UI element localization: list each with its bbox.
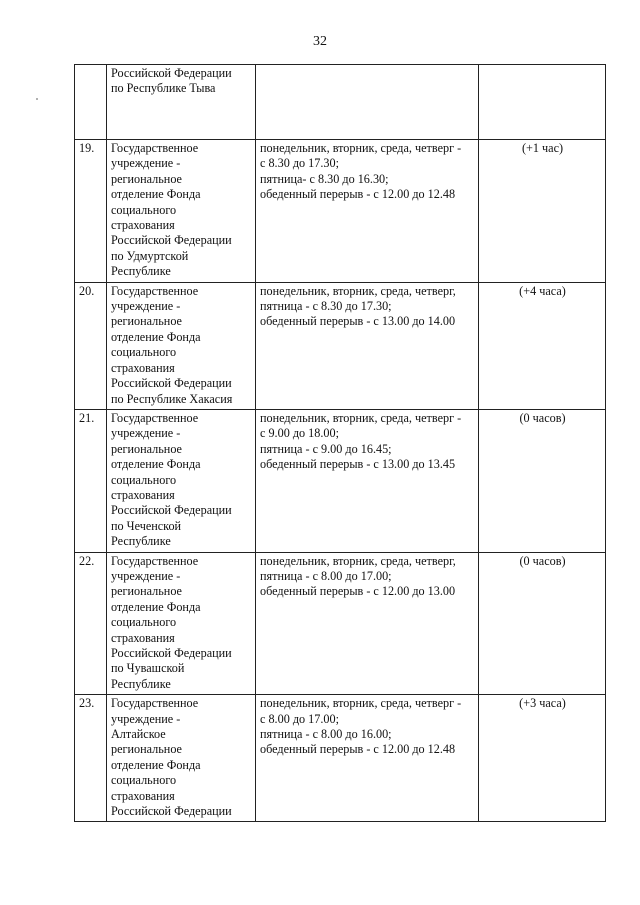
table-row — [75, 282, 606, 409]
organization-line: Государственное — [111, 696, 199, 711]
organization-line: Государственное — [111, 141, 199, 155]
row-number — [75, 65, 107, 140]
organization-line: Российской Федерации — [111, 503, 232, 518]
organization-line: отделение Фонда — [111, 599, 201, 614]
organization-line: Республике — [111, 264, 171, 279]
organization-line: учреждение - — [111, 156, 181, 171]
hours-line: обеденный перерыв - с 12.00 до 13.00 — [260, 584, 456, 599]
organization-line: отделение Фонда — [111, 457, 201, 472]
row-number-text: 21. — [79, 410, 95, 425]
working-hours-cell — [256, 409, 479, 552]
hours-line: обеденный перерыв - с 13.00 до 13.45 — [260, 457, 456, 472]
organization-line: социального — [111, 615, 177, 630]
time-offset: (0 часов) — [519, 410, 566, 425]
organization-line: по Чеченской — [111, 518, 182, 533]
organization-line: региональное — [111, 314, 182, 329]
working-hours-cell — [256, 65, 479, 140]
organization-line: Республике — [111, 534, 171, 549]
organization-cell — [107, 65, 256, 140]
organization-cell — [107, 140, 256, 283]
organization-line: региональное — [111, 584, 182, 599]
hours-line: понедельник, вторник, среда, четверг - — [260, 696, 462, 711]
time-offset: (+4 часа) — [519, 283, 566, 298]
hours-line: обеденный перерыв - с 12.00 до 12.48 — [260, 742, 456, 757]
organization-cell — [107, 552, 256, 695]
row-number — [75, 695, 107, 822]
hours-line: пятница - с 9.00 до 16.45; — [260, 441, 392, 456]
organization-line: страхования — [111, 630, 175, 645]
row-number-text: 20. — [79, 283, 95, 298]
organization-cell — [107, 695, 256, 822]
organization-line: по Республике Хакасия — [111, 391, 233, 406]
organization-line: по Чувашской — [111, 661, 185, 676]
working-hours-cell — [256, 552, 479, 695]
organization-line: страхования — [111, 487, 175, 502]
working-hours-cell — [256, 140, 479, 283]
row-number-text: 23. — [79, 696, 95, 711]
hours-line: с 8.30 до 17.30; — [260, 156, 339, 171]
organization-line: социального — [111, 202, 177, 217]
table-row — [75, 409, 606, 552]
organization-line: учреждение - — [111, 299, 181, 314]
hours-line: с 9.00 до 18.00; — [260, 426, 339, 441]
organization-cell — [107, 282, 256, 409]
hours-line: пятница- с 8.30 до 16.30; — [260, 171, 389, 186]
organization-line: социального — [111, 773, 177, 788]
row-number — [75, 140, 107, 283]
table-row — [75, 695, 606, 822]
hours-line: пятница - с 8.00 до 16.00; — [260, 727, 392, 742]
hours-line: обеденный перерыв - с 12.00 до 12.48 — [260, 187, 456, 202]
organization-line: страхования — [111, 218, 175, 233]
scan-speck — [36, 98, 38, 100]
organization-line: Республике — [111, 676, 171, 691]
hours-line: понедельник, вторник, среда, четверг, — [260, 553, 456, 568]
time-offset-cell — [479, 65, 606, 140]
organization-line: Алтайское — [111, 727, 166, 742]
organization-line: Государственное — [111, 553, 199, 568]
organization-line: учреждение - — [111, 426, 181, 441]
row-number — [75, 409, 107, 552]
organization-line: Государственное — [111, 283, 199, 298]
organization-line: Государственное — [111, 410, 199, 425]
organization-line: отделение Фонда — [111, 757, 201, 772]
organization-line: Российской Федерации — [111, 376, 232, 391]
time-offset: (+3 часа) — [519, 696, 566, 711]
organization-line: региональное — [111, 441, 182, 456]
offices-table — [74, 64, 606, 822]
time-offset-cell — [479, 282, 606, 409]
row-number — [75, 552, 107, 695]
working-hours-cell — [256, 695, 479, 822]
hours-line: пятница - с 8.30 до 17.30; — [260, 299, 392, 314]
organization-line: учреждение - — [111, 711, 181, 726]
page-number: 32 — [313, 34, 327, 49]
organization-line: региональное — [111, 742, 182, 757]
hours-line: с 8.00 до 17.00; — [260, 711, 339, 726]
row-number-text: 22. — [79, 553, 95, 568]
time-offset-cell — [479, 409, 606, 552]
row-number-text: 19. — [79, 141, 95, 155]
table-row — [75, 552, 606, 695]
hours-line: понедельник, вторник, среда, четверг, — [260, 283, 456, 298]
hours-line: пятница - с 8.00 до 17.00; — [260, 568, 392, 583]
organization-line: учреждение - — [111, 568, 181, 583]
time-offset: (+1 час) — [521, 141, 564, 155]
organization-line: Российской Федерации — [111, 646, 232, 660]
working-hours-cell — [256, 282, 479, 409]
organization-line: по Республике Тыва — [111, 81, 216, 96]
hours-line: понедельник, вторник, среда, четверг - — [260, 141, 462, 155]
organization-line: страхования — [111, 360, 175, 375]
hours-line: понедельник, вторник, среда, четверг - — [260, 410, 462, 425]
time-offset: (0 часов) — [519, 553, 566, 568]
organization-line: отделение Фонда — [111, 187, 201, 202]
organization-line: страхования — [111, 788, 175, 803]
time-offset-cell — [479, 140, 606, 283]
organization-line: Российской Федерации — [111, 804, 232, 819]
organization-line: социального — [111, 345, 177, 360]
organization-line: по Удмуртской — [111, 248, 189, 263]
row-number — [75, 282, 107, 409]
hours-line: обеденный перерыв - с 13.00 до 14.00 — [260, 314, 456, 329]
table-row — [75, 140, 606, 283]
organization-cell — [107, 409, 256, 552]
organization-line: отделение Фонда — [111, 329, 201, 344]
organization-line: региональное — [111, 171, 182, 186]
organization-line: Российской Федерации — [111, 66, 232, 80]
table-row — [75, 65, 606, 140]
time-offset-cell — [479, 552, 606, 695]
organization-line: Российской Федерации — [111, 233, 232, 248]
time-offset-cell — [479, 695, 606, 822]
organization-line: социального — [111, 472, 177, 487]
